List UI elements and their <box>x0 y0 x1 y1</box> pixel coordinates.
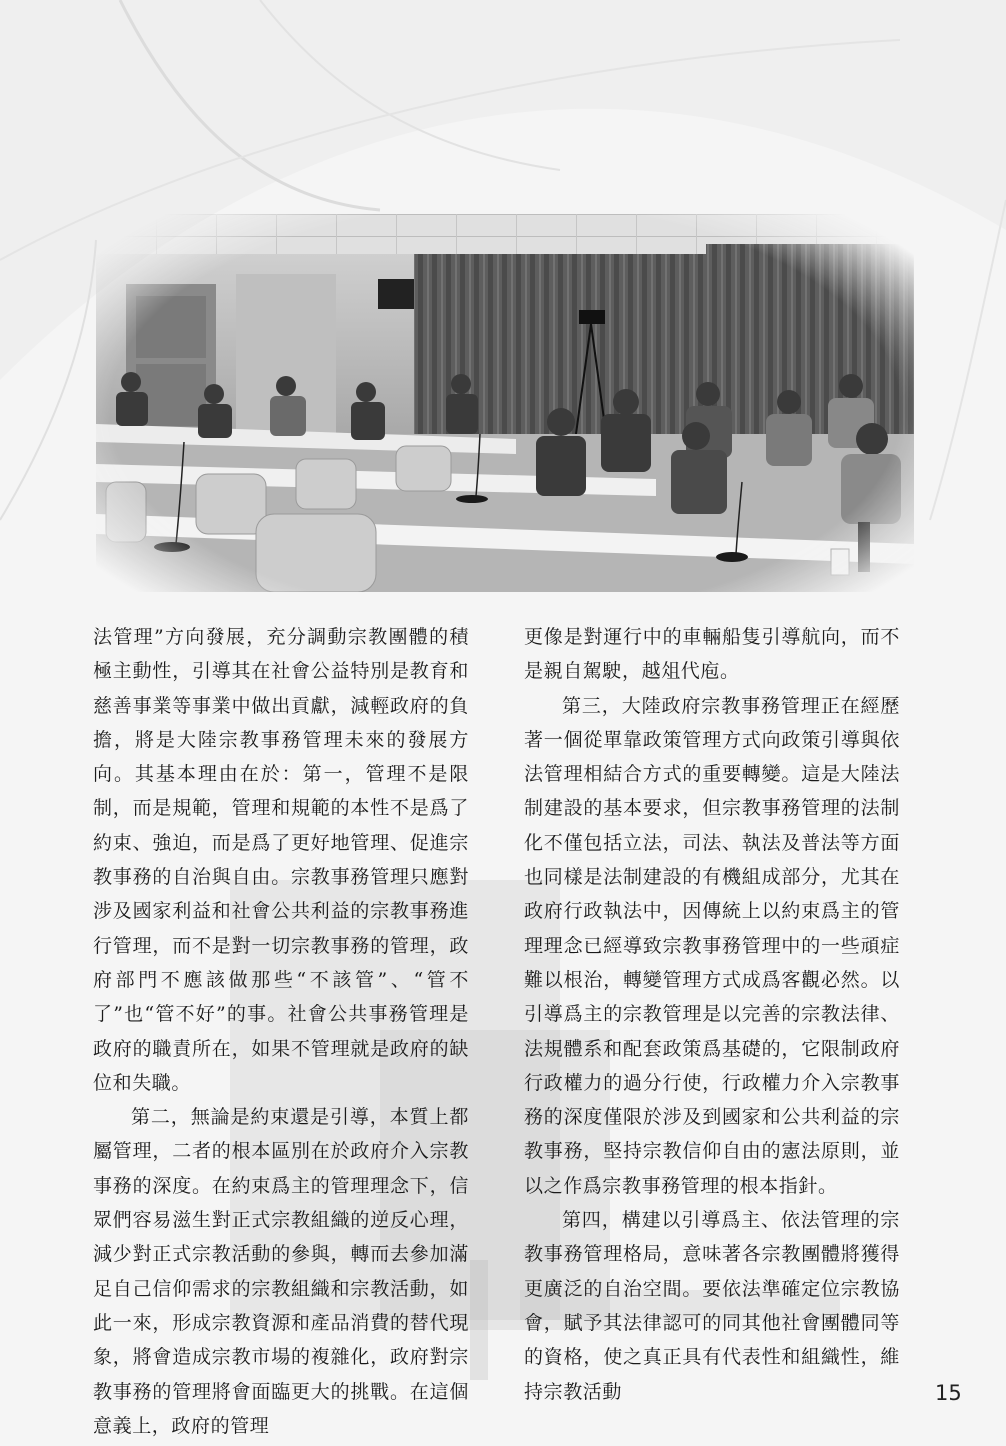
paragraph: 更像是對運行中的車輛船隻引導航向，而不是親自駕駛，越俎代庖。 <box>524 626 900 683</box>
paragraph: 第三，大陸政府宗教事務管理正在經歷著一個從單靠政策管理方式向政策引導與依法管理相結合方式的重要轉變。這是大陸法制建設的基本要求，但宗教事務管理的法制化不僅包括立法，司法、執法及普法等方面也同樣是法制建設的有機組成部分，尤其在政府行政執法中，因傳統上以約束爲主的管理理念已經導致宗教事務管理中的一些頑症難以根治，轉變管理方式成爲客觀必然。以引導爲主的宗教管理是以完善的宗教法律、法規體系和配套政策爲基礎的，它限制政府行政權力的過分行使，行政權力介入宗教事務的深度僅限於涉及到國家和公共利益的宗教事務，堅持宗教信仰自由的憲法原則，並以之作爲宗教事務管理的根本指針。 <box>524 694 900 1197</box>
meeting-room-photo <box>96 214 914 592</box>
paragraph: 第四，構建以引導爲主、依法管理的宗教事務管理格局，意味著各宗教團體將獲得更廣泛的自治空間。要依法準確定位宗教協會，賦予其法律認可的同其他社會團體同等的資格，使之真正具有代表性和組織性，維持宗教活動 <box>524 1209 900 1403</box>
left-text-column <box>93 620 469 1443</box>
paragraph: 第二，無論是約束還是引導，本質上都屬管理，二者的根本區別在於政府介入宗教事務的深度。在約束爲主的管理理念下，信眾們容易滋生對正式宗教組織的逆反心理，減少對正式宗教活動的參與，轉而去參加滿足自己信仰需求的宗教組織和宗教活動，如此一來，形成宗教資源和產品消費的替代現象，將會造成宗教市場的複雜化，政府對宗教事務的管理將會面臨更大的挑戰。在這個意義上，政府的管理 <box>93 1106 469 1437</box>
right-text-column <box>524 620 900 1409</box>
page-number: 15 <box>935 1381 962 1405</box>
paragraph: 法管理”方向發展，充分調動宗教團體的積極主動性，引導其在社會公益特別是教育和慈善事業等事業中做出貢獻，減輕政府的負擔，將是大陸宗教事務管理未來的發展方向。其基本理由在於：第一，管理不是限制，而是規範，管理和規範的本性不是爲了約束、強迫，而是爲了更好地管理、促進宗教事務的自治與自由。宗教事務管理只應對涉及國家利益和社會公共利益的宗教事務進行管理，而不是對一切宗教事務的管理，政府部門不應該做那些“不該管”、“管不了”也“管不好”的事。社會公共事務管理是政府的職責所在，如果不管理就是政府的缺位和失職。 <box>93 626 469 1094</box>
